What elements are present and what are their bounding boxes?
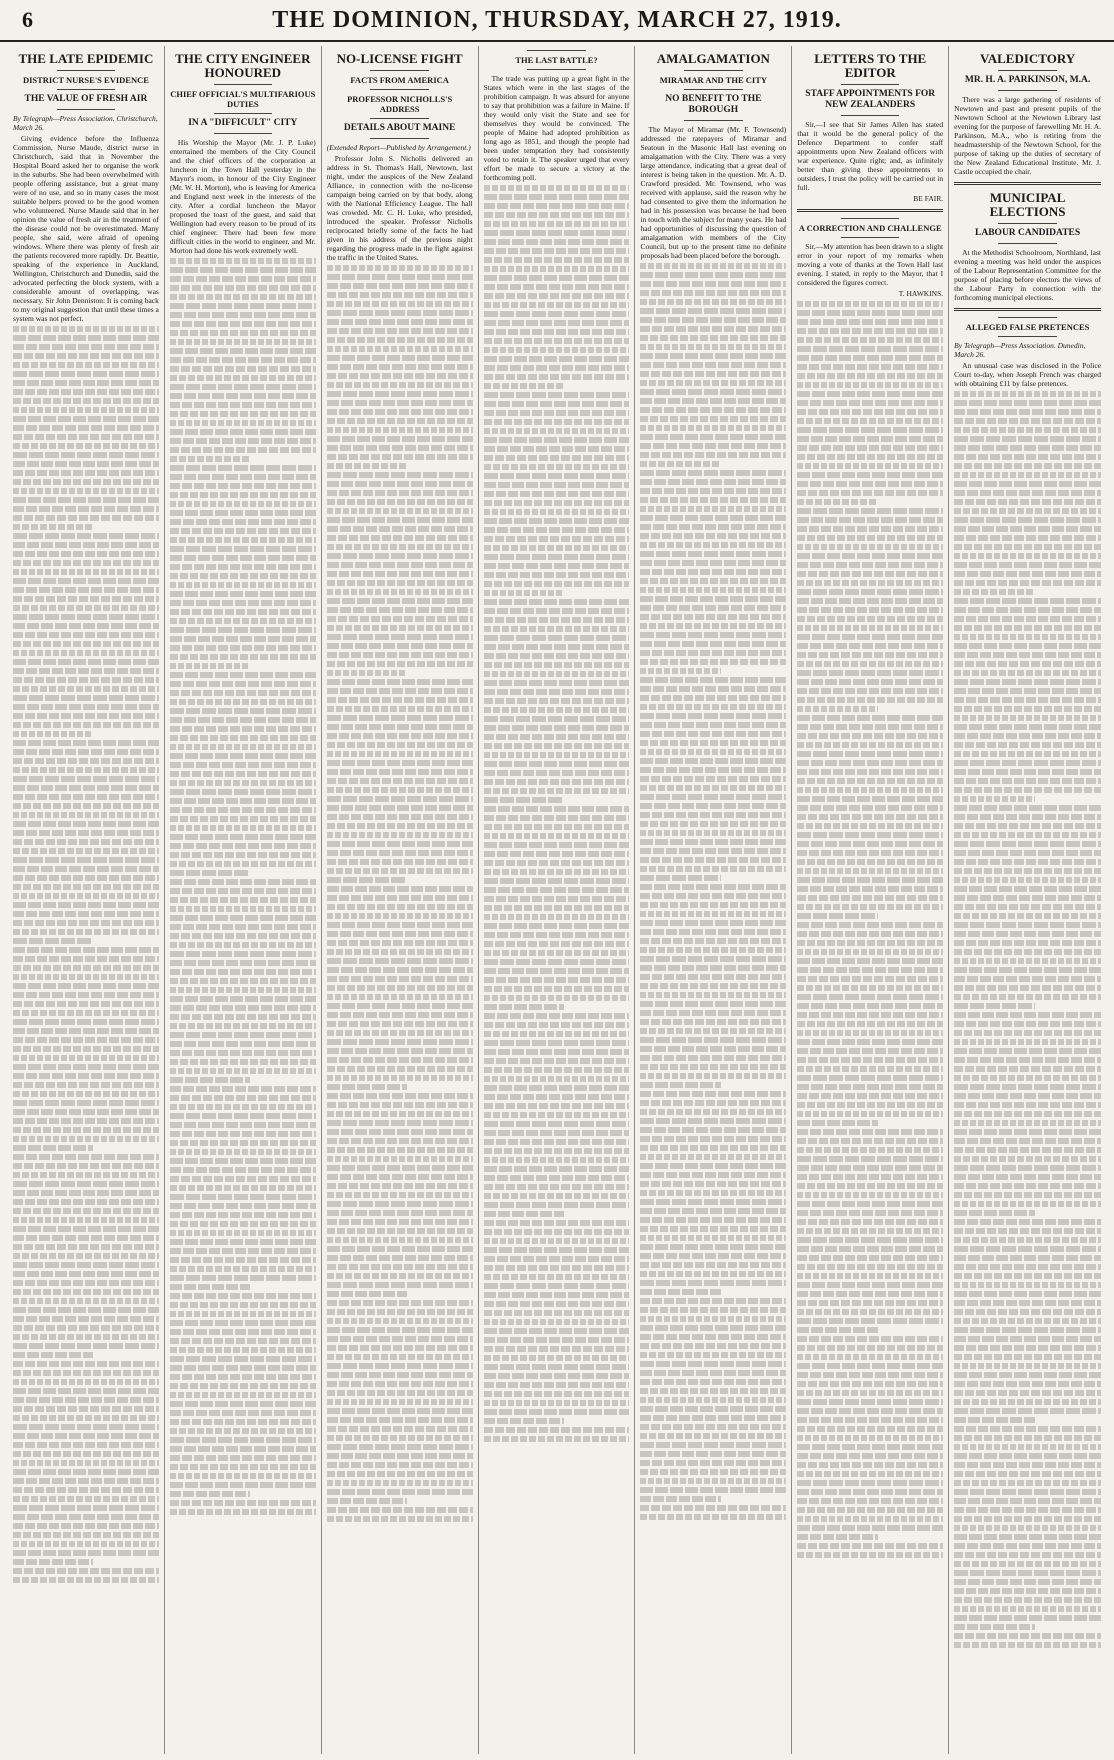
article-body: Sir,—I see that Sir James Allen has stated that it would be the general policy of the Defence Department to confer staff appointments upon New Zealand officers with war experience. Quite right; and, as infinitely better than giving these appointments to outsiders, I trust the policy will be carried out in full.: [797, 120, 944, 192]
article-dateline: By Telegraph—Press Association. Dunedin, March 26.: [954, 341, 1086, 359]
column-4: [479, 46, 636, 1754]
article-headline: THE CITY ENGINEER HONOURED: [175, 51, 311, 80]
article-body: There was a large gathering of residents of Newtown and past and present pupils of the Newtown School at the Newtown Library last evening for the purpose of farewelling Mr. H. A. Parkinson, M.A., who is retiring from the headmastership of the Newtown School, for the purpose of taking up the duties of secretary of the New Zealand Educational Institute. Mr. J. Castle occupied the chair.: [954, 95, 1102, 176]
article: [13, 52, 159, 323]
article-signature: T. HAWKINS.: [898, 289, 944, 298]
rule: [998, 70, 1057, 71]
article-headline: MUNICIPAL ELECTIONS: [989, 190, 1066, 219]
article-headline: LETTERS TO THE EDITOR: [814, 51, 927, 80]
rule: [527, 50, 585, 51]
rule: [214, 113, 272, 114]
rule: [370, 118, 428, 119]
article-body: The Mayor of Miramar (Mr. F. Townsend) addressed the ratepayers of Miramar and Seatoun in the Masonic Hall last evening on amalgamation with the City. There was a very large attendance, indicating that a great deal of interest is being taken in the question. Mr. A. D. Crawford presided. Mr. Townsend, who was received with applause, said the reason why he had consented to give them the information he had in his possession was because he had been in touch with the subject for many years. He had had opportunities of discussing the question of amalgamation with members of the City Council, but up to the present time no definite proposals had been placed before the borough.: [640, 125, 787, 260]
rule: [214, 84, 272, 85]
page-number: 6: [22, 7, 33, 32]
article-dateline: By Telegraph—Press Association. Christchurch, March 26.: [13, 114, 158, 132]
column-7: [949, 46, 1106, 1754]
article: [797, 52, 943, 203]
article-subhead: STAFF APPOINTMENTS FOR NEW ZEALANDERS: [805, 89, 936, 110]
divider: [954, 308, 1101, 311]
article: [797, 209, 943, 298]
rule: [57, 109, 115, 110]
article-subhead: THE VALUE OF FRESH AIR: [24, 94, 148, 104]
article-headline: THE LATE EPIDEMIC: [18, 51, 154, 66]
masthead: [0, 0, 1114, 42]
article-body: Sir,—My attention has been drawn to a slight error in your report of my remarks when moving a vote of thanks at the Town Hall last evening. I stated, in reply to the Mayor, that I considered the figures correct.: [797, 242, 944, 287]
divider: [797, 209, 943, 212]
article-subhead: CHIEF OFFICIAL'S MULTIFARIOUS DUTIES: [170, 89, 316, 109]
article: [484, 50, 630, 182]
article-headline: AMALGAMATION: [656, 51, 770, 66]
newspaper-columns: [8, 46, 1106, 1754]
article-subhead: NO BENEFIT TO THE BOROUGH: [665, 94, 762, 115]
article: [954, 308, 1101, 388]
article-body: Giving evidence before the Influenza Commission, Nurse Maude, district nurse in Christchurch, said that in November the Hospital Board asked her to organise the work in the suburbs. She had been overwhelmed with people offering assistance, but a great many were of no use, and so in many cases the most suitable helpers proved to be the good women who volunteered. Nurse Maude said that in her opinion the value of fresh air in the treatment of the disease could not be overestimated. Many people, she said, were afraid of opening windows. Where there was plenty of fresh air the patients recovered more rapidly. Dr. Beattie, speaking of the experience in Auckland, Wellington, Christchurch and Dunedin, said the advocated perfecting the block system, with a considerable amount of overlapping, was necessary. Sir John Denniston: It is coming back to my original suggestion that until these times a system was not perfect.: [13, 134, 159, 323]
rule: [841, 115, 899, 116]
column-6: [792, 46, 949, 1754]
article-subhead: IN A "DIFFICULT" CITY: [188, 118, 298, 128]
rule: [57, 70, 115, 71]
rule: [841, 218, 899, 219]
newsprint-texture: [13, 326, 159, 1583]
article-subhead: MR. H. A. PARKINSON, M.A.: [964, 75, 1091, 85]
article-subhead: THE LAST BATTLE?: [515, 55, 598, 65]
rule: [370, 138, 428, 139]
newsprint-texture: [484, 185, 630, 1442]
article-subhead: DETAILS ABOUT MAINE: [343, 123, 456, 133]
article-subhead: DISTRICT NURSE'S EVIDENCE: [22, 75, 149, 85]
article: [640, 52, 786, 260]
article-dateline: (Extended Report—Published by Arrangement.): [326, 143, 471, 152]
rule: [998, 243, 1057, 244]
article-body: At the Methodist Schoolroom, Northland, last evening a meeting was held under the auspices of the Labour Representation Committee for the purpose of placing before electors the views of the Labour Party in connection with the forthcoming municipal elections.: [954, 248, 1102, 302]
article-subhead: PROFESSOR NICHOLLS'S ADDRESS: [347, 94, 453, 114]
rule: [684, 70, 742, 71]
article: [327, 52, 473, 262]
newsprint-texture: [327, 265, 473, 1522]
column-3: [322, 46, 479, 1754]
article-body: The trade was putting up a great fight in the States which were in the last stages of the prohibition campaign. It was absurd for anyone to say that prohibition was a failure in Maine. If they would only visit the State and see for themselves they would be convinced. The people of Maine had adopted prohibition as long ago as 1851, and though the people had been under temptation they had consistently voted to retain it. The speaker urged that every effort be made to secure a victory at the forthcoming poll.: [483, 74, 630, 182]
rule: [684, 89, 742, 90]
article-subhead: LABOUR CANDIDATES: [975, 228, 1081, 238]
column-5: [635, 46, 792, 1754]
article-headline: NO-LICENSE FIGHT: [336, 51, 463, 66]
article-signature: BE FAIR.: [913, 194, 944, 203]
newsprint-texture: [797, 301, 943, 1558]
rule: [214, 133, 272, 134]
rule: [370, 70, 428, 71]
rule: [841, 84, 899, 85]
rule: [57, 89, 115, 90]
rule: [998, 317, 1057, 318]
article-subhead: MIRAMAR AND THE CITY: [659, 75, 767, 85]
rule: [998, 90, 1057, 91]
article-subhead: ALLEGED FALSE PRETENCES: [965, 322, 1090, 332]
article-subhead: A CORRECTION AND CHALLENGE: [798, 223, 942, 233]
newsprint-texture: [954, 391, 1101, 1648]
newsprint-texture: [640, 263, 786, 1520]
article: [170, 52, 316, 255]
newspaper-title: THE DOMINION, THURSDAY, MARCH 27, 1919.: [272, 6, 842, 33]
rule: [527, 69, 585, 70]
article-body: An unusual case was disclosed in the Police Court to-day, when Joseph French was charged with obtaining £11 by false pretences.: [954, 361, 1102, 388]
column-2: [165, 46, 322, 1754]
article-headline: VALEDICTORY: [980, 51, 1076, 66]
rule: [684, 120, 742, 121]
rule: [998, 223, 1057, 224]
article: [954, 182, 1101, 302]
article: [954, 52, 1101, 176]
divider: [954, 182, 1101, 185]
newsprint-texture: [170, 258, 316, 1515]
rule: [370, 89, 428, 90]
article-subhead: FACTS FROM AMERICA: [350, 75, 449, 85]
article-body: His Worship the Mayor (Mr. J. P. Luke) entertained the members of the City Council and the chief officers of the corporation at luncheon in the Town Hall yesterday in the Mayor's room, in honour of the City Engineer (Mr. W. H. Morton), who is leaving for America and England next week in the interests of the city. After a cordial luncheon the Mayor proposed the toast of the guest, and said that Wellington had every reason to be proud of its chief engineer. There had been few more difficult cities in the world to engineer, and Mr. Morton had done his work extremely well.: [169, 138, 316, 255]
column-1: [8, 46, 165, 1754]
article-body: Professor John S. Nicholls delivered an address in St. Thomas's Hall, Newtown, last night, under the auspices of the New Zealand Alliance, in connection with the no-license campaign being carried on by that body, along with the National Efficiency League. The hall was crowded. Mr. C. H. Luke, who presided, introduced the speaker. Professor Nicholls reciprocated briefly some of the facts he had given in his address of the previous night regarding the progress made in the fight against the traffic in the United States.: [326, 154, 473, 262]
rule: [998, 336, 1057, 337]
rule: [841, 237, 899, 238]
